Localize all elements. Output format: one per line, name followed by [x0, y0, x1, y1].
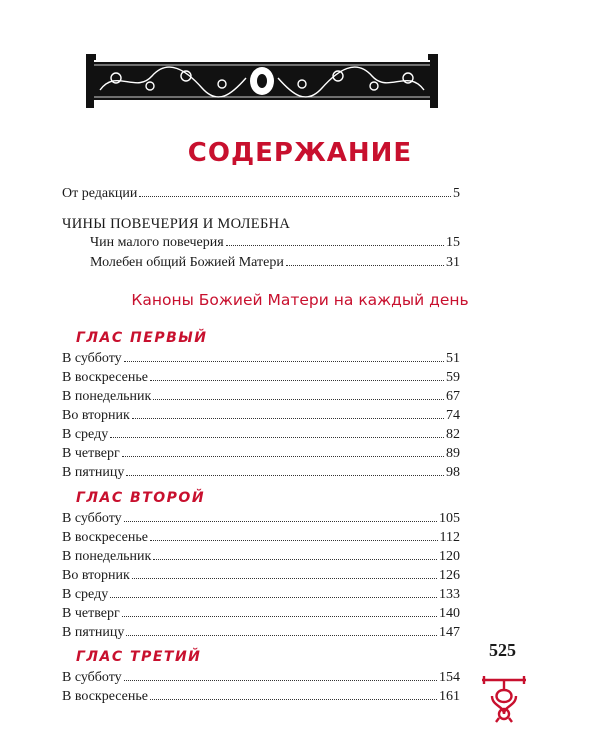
toc-entry-label: В четверг [62, 446, 120, 461]
toc-entry [62, 389, 460, 405]
toc-entry [90, 255, 460, 271]
toc-entry [62, 568, 460, 584]
toc-entry [62, 511, 460, 527]
dot-leader [150, 380, 444, 381]
toc-entry-label: В воскресенье [62, 370, 148, 385]
dot-leader [139, 196, 451, 197]
toc-entry-page: 161 [439, 689, 460, 704]
dot-leader [132, 418, 444, 419]
dot-leader [124, 521, 437, 522]
dot-leader [132, 578, 437, 579]
toc-entry-label: В субботу [62, 351, 122, 366]
toc-entry-page: 154 [439, 670, 460, 685]
toc-entry-label: Во вторник [62, 568, 130, 583]
toc-entry [62, 549, 460, 565]
glas-heading-first: ГЛАС ПЕРВЫЙ [76, 330, 208, 346]
toc-entry-page: 89 [446, 446, 460, 461]
page-title: СОДЕРЖАНИЕ [187, 138, 413, 168]
toc-entry [62, 530, 460, 546]
dot-leader [126, 635, 437, 636]
toc-entry [62, 408, 460, 424]
toc-entry [62, 351, 460, 367]
toc-entry-label: В четверг [62, 606, 120, 621]
red-knot-ornament-icon [480, 674, 528, 724]
dot-leader [153, 399, 444, 400]
toc-entry-label: Чин малого повечерия [90, 235, 224, 250]
toc-entry-page: 31 [446, 255, 460, 270]
toc-entry [62, 446, 460, 462]
toc-entry-page: 133 [439, 587, 460, 602]
toc-entry-page: 120 [439, 549, 460, 564]
section-heading-canons: Каноны Божией Матери на каждый день [131, 291, 469, 309]
glas-heading-second: ГЛАС ВТОРОЙ [76, 490, 206, 506]
dot-leader [126, 475, 444, 476]
toc-entry-intro [62, 186, 460, 202]
toc-entry-page: 112 [439, 530, 460, 545]
toc-entry-page: 105 [439, 511, 460, 526]
toc-entry-label: Во вторник [62, 408, 130, 423]
toc-entry-label: В воскресенье [62, 530, 148, 545]
toc-entry [90, 235, 460, 251]
toc-entry-page: 147 [439, 625, 460, 640]
dot-leader [153, 559, 437, 560]
toc-entry [62, 370, 460, 386]
toc-entry-label: В субботу [62, 511, 122, 526]
toc-entry-label: В пятницу [62, 625, 125, 640]
toc-entry [62, 465, 460, 481]
toc-entry [62, 606, 460, 622]
dot-leader [286, 265, 444, 266]
toc-entry-page: 15 [446, 235, 460, 250]
toc-entry [62, 427, 460, 443]
section-heading-services: ЧИНЫ ПОВЕЧЕРИЯ И МОЛЕБНА [62, 216, 291, 232]
dot-leader [226, 245, 444, 246]
toc-entry-label: В понедельник [62, 549, 152, 564]
dot-leader [124, 361, 444, 362]
dot-leader [150, 699, 437, 700]
toc-entry-page: 51 [446, 351, 460, 366]
toc-entry-page: 82 [446, 427, 460, 442]
dot-leader [110, 597, 437, 598]
dot-leader [150, 540, 438, 541]
toc-entry-label: Молебен общий Божией Матери [90, 255, 284, 270]
toc-entry-page: 67 [446, 389, 460, 404]
ornamental-headpiece-icon [86, 54, 438, 112]
toc-entry-label: В среду [62, 587, 109, 602]
toc-entry-page: 98 [446, 465, 460, 480]
toc-entry-page: 140 [439, 606, 460, 621]
toc-entry-label: В субботу [62, 670, 122, 685]
toc-entry-label: В понедельник [62, 389, 152, 404]
glas-heading-third: ГЛАС ТРЕТИЙ [76, 649, 202, 665]
toc-entry-label: В пятницу [62, 465, 125, 480]
toc-entry [62, 670, 460, 686]
toc-entry [62, 587, 460, 603]
toc-entry-page: 59 [446, 370, 460, 385]
dot-leader [110, 437, 444, 438]
dot-leader [122, 456, 444, 457]
toc-entry-label: В среду [62, 427, 109, 442]
toc-entry-label: В воскресенье [62, 689, 148, 704]
toc-entry-page: 74 [446, 408, 460, 423]
page-number: 525 [489, 640, 516, 660]
toc-entry [62, 689, 460, 705]
dot-leader [122, 616, 437, 617]
toc-entry-label: От редакции [62, 186, 138, 201]
toc-entry-page: 5 [453, 186, 460, 201]
toc-entry [62, 625, 460, 641]
dot-leader [124, 680, 437, 681]
toc-entry-page: 126 [439, 568, 460, 583]
